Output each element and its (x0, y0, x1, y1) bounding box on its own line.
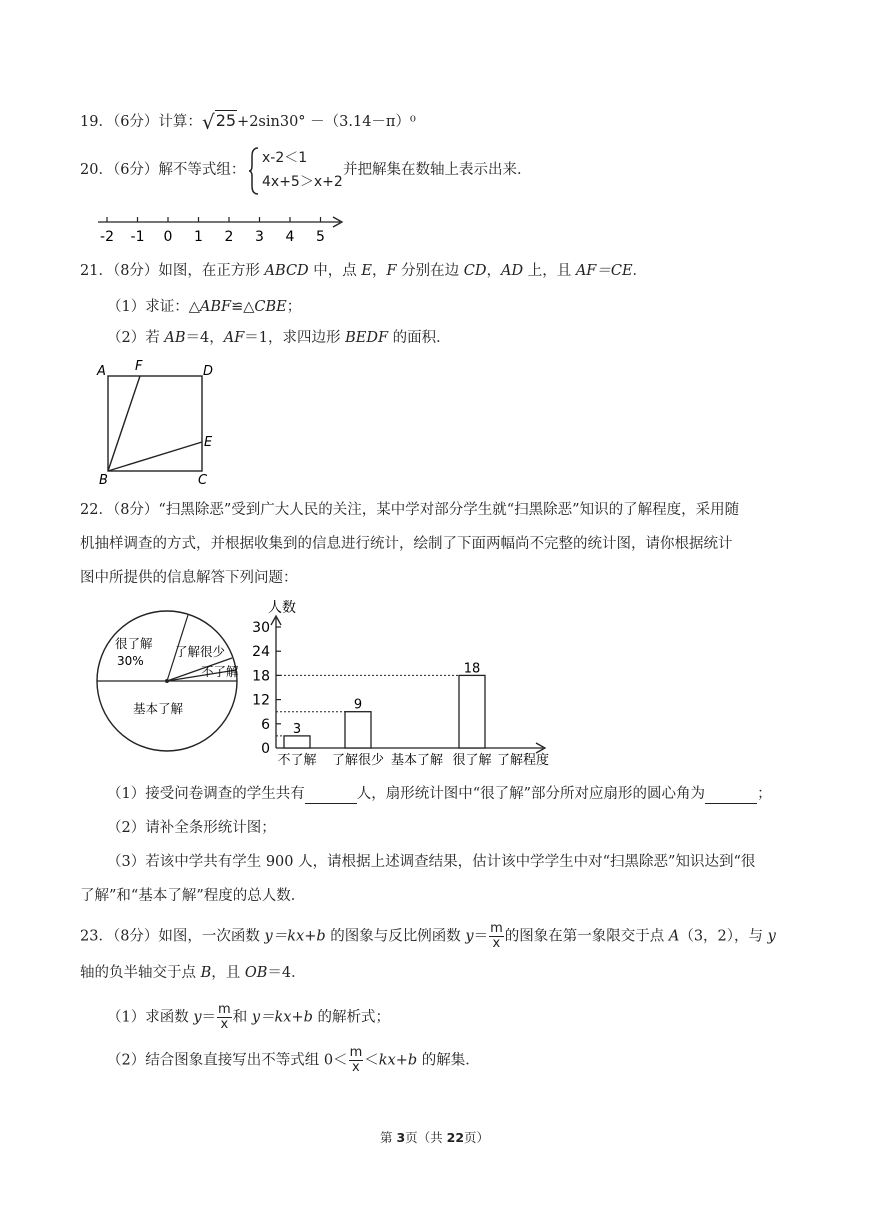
number-line-label: 2 (224, 229, 234, 245)
y-tick-label: 12 (252, 692, 270, 709)
question-21-head: 21．（8分）如图，在正方形 ABCD 中，点 E，F 分别在边 CD，AD 上，且 AF＝CE． (80, 263, 648, 279)
chart-xlabel: 了解程度 (497, 753, 550, 768)
question-22-line1: 22．（8分）“扫黑除恶”受到广大人民的关注，某中学对部分学生就“扫黑除恶”知识的了解程度，采用随 (80, 502, 740, 518)
x-category-label: 了解很少 (331, 753, 385, 768)
y-tick-label: 24 (252, 644, 270, 661)
question-20-head: 20．（6分）解不等式组： (80, 162, 246, 178)
y-tick-label: 18 (252, 668, 270, 685)
pie-label-little: 了解很少 (175, 644, 226, 659)
pie-label-very: 很了解 (115, 636, 153, 651)
question-22-line2: 机抽样调查的方式，并根据收集到的信息进行统计，绘制了下面两幅尚不完整的统计图，请你根据统计 (80, 536, 733, 552)
y-tick-label: 0 (261, 741, 270, 757)
question-22-part1: （1）接受问卷调查的学生共有 人，扇形统计图中“很了解”部分所对应扇形的圆心角为 ； (107, 786, 772, 802)
chart-ylabel: 人数 (268, 600, 296, 616)
question-21-part1: （1）求证：△ABF≌△CBE； (107, 299, 302, 315)
question-19: 19．（6分）计算：√25+2sin30° －（3.14－π）⁰ (80, 110, 416, 134)
number-line-label: 0 (163, 229, 173, 245)
answer-blank-angle[interactable] (705, 787, 757, 804)
inequality-system: x-2＜1 4x+5＞x+2 (262, 150, 343, 190)
number-line-label: -1 (130, 229, 145, 245)
question-22-part3a: （3）若该中学共有学生 900 人，请根据上述调查结果，估计该中学学生中对“扫黑除恶”知识达到“很 (107, 854, 756, 870)
question-22-line3: 图中所提供的信息解答下列问题： (80, 570, 298, 586)
question-20-tail: 并把解集在数轴上表示出来． (343, 162, 532, 178)
pie-label-very-pct: 30% (117, 654, 144, 668)
question-22-part2: （2）请补全条形统计图； (107, 820, 276, 836)
bar (284, 736, 310, 748)
y-tick-label: 6 (261, 716, 270, 733)
x-category-label: 不了解 (277, 753, 317, 768)
sqrt-radicand: 25 (215, 111, 237, 130)
fraction-m-over-x: $\frac{m}{x}$ (218, 1002, 231, 1032)
x-category-label: 很了解 (452, 753, 492, 768)
label-D: D (203, 364, 214, 379)
label-C: C (198, 473, 208, 488)
label-A: A (97, 364, 106, 379)
number-line-label: 3 (255, 229, 264, 245)
bar (459, 675, 485, 748)
page-footer: 第 3页（共 22页） (379, 1130, 490, 1145)
number-line-label: 4 (285, 229, 295, 245)
answer-blank-total[interactable] (305, 787, 357, 804)
page-total: 22 (446, 1130, 465, 1145)
label-F: F (135, 359, 143, 374)
x-category-label: 基本了解 (390, 753, 444, 768)
number-line-label: 1 (194, 229, 203, 245)
label-B: B (99, 473, 108, 488)
bar (345, 712, 371, 748)
fraction-m-over-x: $\frac{m}{x}$ (349, 1045, 363, 1075)
page-number: 3 (396, 1130, 406, 1145)
brace-icon (248, 146, 260, 196)
y-tick-label: 30 (252, 620, 270, 636)
sqrt-symbol: √ (201, 110, 215, 134)
fraction-m-over-x: $\frac{m}{x}$ (490, 921, 503, 951)
bar-data-label: 9 (353, 697, 363, 713)
question-23-part2: （2）结合图象直接写出不等式组 0＜ $\frac{m}{x}$ ＜kx+b 的解集． (107, 1045, 480, 1075)
number-line (95, 210, 355, 250)
question-21-part2: （2）若 AB＝4，AF＝1，求四边形 BEDF 的面积． (107, 330, 451, 346)
bar-data-label: 18 (463, 661, 481, 677)
square-figure (95, 355, 225, 490)
pie-chart (95, 608, 245, 758)
bar-data-label: 3 (292, 721, 302, 737)
pie-label-none: 不了解 (201, 664, 239, 679)
label-E: E (204, 435, 213, 450)
bar-chart (250, 592, 560, 772)
question-22-part3b: 了解”和“基本了解”程度的总人数． (80, 888, 306, 904)
question-23-line1: 23．（8分）如图，一次函数 y＝kx+b 的图象与反比例函数 y＝ $\frac{m}{x}$ 的图象在第一象限交于点 A（3，2），与 y (80, 921, 776, 951)
question-23-line2: 轴的负半轴交于点 B，且 OB＝4． (80, 965, 306, 981)
number-line-label: -2 (100, 229, 114, 245)
number-line-label: 5 (316, 229, 325, 245)
pie-label-basic: 基本了解 (133, 701, 184, 716)
question-23-part1: （1）求函数 y＝ $\frac{m}{x}$ 和 y＝kx+b 的解析式； (107, 1002, 391, 1032)
